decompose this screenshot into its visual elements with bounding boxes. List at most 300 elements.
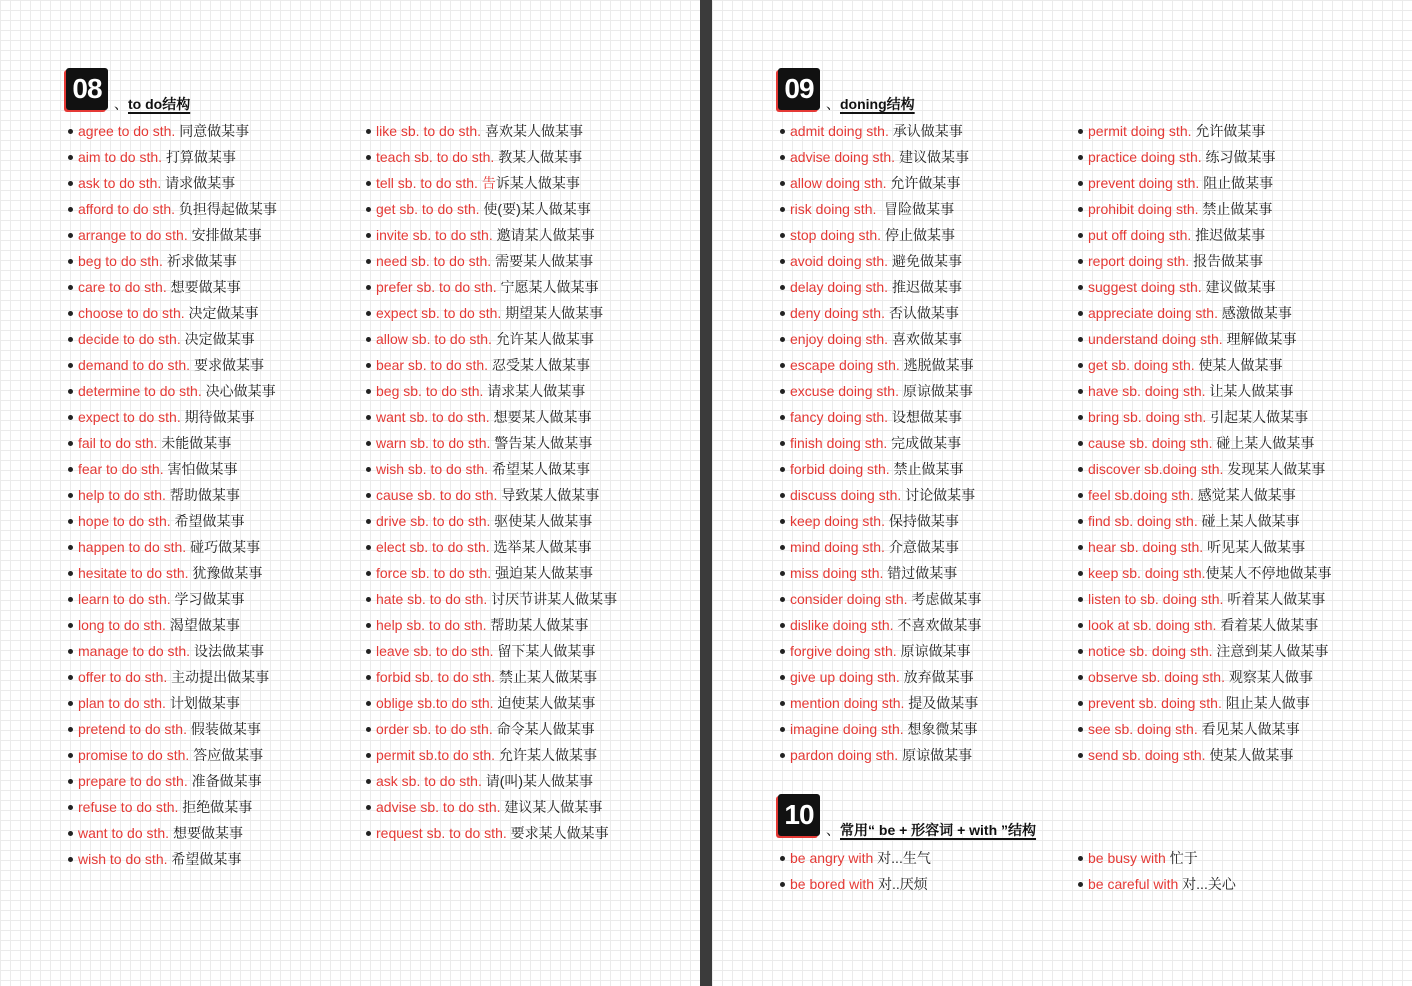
list-item — [778, 742, 981, 768]
bullet-icon — [780, 675, 785, 680]
list-item — [364, 378, 617, 404]
english-phrase: pardon doing sth. — [790, 747, 903, 763]
english-phrase: elect sb. to do sth. — [376, 539, 494, 555]
bullet-icon — [780, 233, 785, 238]
english-phrase: feel sb.doing sth. — [1088, 487, 1198, 503]
bullet-icon — [366, 129, 371, 134]
bullet-icon — [68, 311, 73, 316]
list-item — [66, 768, 277, 794]
bullet-icon — [1078, 155, 1083, 160]
english-phrase: fail to do sth. — [78, 435, 162, 451]
chinese-meaning: 使某人不停地做某事 — [1205, 565, 1332, 581]
bullet-icon — [780, 882, 785, 887]
chinese-meaning: 帮助做某事 — [169, 487, 240, 503]
english-phrase: notice sb. doing sth. — [1088, 643, 1217, 659]
bullet-icon — [366, 155, 371, 160]
english-phrase: deny doing sth. — [790, 305, 889, 321]
english-phrase: like sb. to do sth. — [376, 123, 485, 139]
english-phrase: demand to do sth. — [78, 357, 194, 373]
chinese-meaning: 否认做某事 — [888, 305, 959, 321]
chinese-meaning: 承认做某事 — [892, 123, 963, 139]
english-phrase: dislike doing sth. — [790, 617, 898, 633]
english-phrase: bring sb. doing sth. — [1088, 409, 1211, 425]
bullet-icon — [1078, 882, 1083, 887]
english-phrase: listen to sb. doing sth. — [1088, 591, 1228, 607]
bullet-icon — [780, 129, 785, 134]
english-phrase: happen to do sth. — [78, 539, 191, 555]
english-phrase: discuss doing sth. — [790, 487, 906, 503]
chinese-meaning: 期待做某事 — [184, 409, 255, 425]
bullet-icon — [366, 545, 371, 550]
chinese-meaning: 犹豫做某事 — [192, 565, 263, 581]
list-item — [364, 586, 617, 612]
list-item — [364, 664, 617, 690]
list-item — [1076, 845, 1236, 871]
chinese-meaning: 错过做某事 — [887, 565, 958, 581]
list-item — [364, 300, 617, 326]
list-item — [778, 404, 981, 430]
bullet-icon — [68, 129, 73, 134]
chinese-meaning: 想要做某事 — [170, 279, 241, 295]
english-phrase: send sb. doing sth. — [1088, 747, 1210, 763]
list-item — [66, 612, 277, 638]
list-item — [778, 612, 981, 638]
chinese-meaning: 使某人做某事 — [1198, 357, 1283, 373]
chinese-meaning: 避免做某事 — [891, 253, 962, 269]
chinese-meaning: 看见某人做某事 — [1201, 721, 1300, 737]
bullet-icon — [1078, 675, 1083, 680]
chinese-meaning: 看着某人做某事 — [1220, 617, 1319, 633]
chinese-meaning: 帮助某人做某事 — [490, 617, 589, 633]
list-item — [778, 508, 981, 534]
chinese-meaning: 碰上某人做某事 — [1201, 513, 1300, 529]
phrase-list-column-2 — [1076, 845, 1236, 897]
english-phrase: want sb. to do sth. — [376, 409, 494, 425]
list-item — [364, 274, 617, 300]
list-item — [1076, 352, 1332, 378]
list-item — [66, 560, 277, 586]
english-phrase: enjoy doing sth. — [790, 331, 892, 347]
chinese-meaning: 答应做某事 — [193, 747, 264, 763]
bullet-icon — [780, 285, 785, 290]
bullet-icon — [1078, 337, 1083, 342]
chinese-meaning: 允许某人做某事 — [495, 331, 594, 347]
bullet-icon — [366, 415, 371, 420]
chinese-meaning: 禁止某人做某事 — [498, 669, 597, 685]
bullet-icon — [780, 311, 785, 316]
english-phrase: find sb. doing sth. — [1088, 513, 1202, 529]
list-item — [1076, 378, 1332, 404]
english-phrase: beg sb. to do sth. — [376, 383, 488, 399]
bullet-icon — [780, 623, 785, 628]
bullet-icon — [68, 389, 73, 394]
list-item — [66, 144, 277, 170]
list-item — [364, 534, 617, 560]
phrase-list-column-1 — [778, 118, 981, 768]
bullet-icon — [68, 155, 73, 160]
english-phrase: imagine doing sth. — [790, 721, 908, 737]
bullet-icon — [1078, 545, 1083, 550]
bullet-icon — [366, 285, 371, 290]
chinese-meaning: 导致某人做某事 — [501, 487, 600, 503]
bullet-icon — [366, 467, 371, 472]
english-phrase: expect sb. to do sth. — [376, 305, 506, 321]
english-phrase: discover sb.doing sth. — [1088, 461, 1228, 477]
chinese-meaning: 设法做某事 — [193, 643, 264, 659]
heading-separator: 、 — [826, 822, 840, 838]
chinese-meaning: 建议做某事 — [898, 149, 969, 165]
bullet-icon — [68, 207, 73, 212]
chinese-meaning: 祈求做某事 — [166, 253, 237, 269]
list-item — [364, 456, 617, 482]
list-item — [778, 664, 981, 690]
chinese-meaning: 原谅做某事 — [902, 383, 973, 399]
list-item — [66, 248, 277, 274]
heading-separator: 、 — [826, 96, 840, 112]
english-phrase: escape doing sth. — [790, 357, 904, 373]
english-phrase: prepare to do sth. — [78, 773, 192, 789]
section-number-badge: 09 — [778, 68, 820, 110]
bullet-icon — [1078, 207, 1083, 212]
list-item — [66, 456, 277, 482]
list-item — [66, 638, 277, 664]
english-phrase: decide to do sth. — [78, 331, 185, 347]
heading-title: doning结构 — [840, 96, 915, 112]
list-item — [778, 586, 981, 612]
english-phrase: want to do sth. — [78, 825, 173, 841]
bullet-icon — [68, 597, 73, 602]
english-phrase: invite sb. to do sth. — [376, 227, 497, 243]
bullet-icon — [366, 597, 371, 602]
list-item — [66, 170, 277, 196]
english-phrase: plan to do sth. — [78, 695, 170, 711]
bullet-icon — [780, 545, 785, 550]
bullet-icon — [68, 805, 73, 810]
chinese-meaning: 主动提出做某事 — [171, 669, 270, 685]
chinese-meaning: 决心做某事 — [205, 383, 276, 399]
bullet-icon — [366, 233, 371, 238]
english-phrase: leave sb. to do sth. — [376, 643, 498, 659]
english-phrase: forbid sb. to do sth. — [376, 669, 499, 685]
bullet-icon — [68, 701, 73, 706]
list-item — [364, 690, 617, 716]
bullet-icon — [68, 727, 73, 732]
english-phrase: offer to do sth. — [78, 669, 172, 685]
bullet-icon — [68, 623, 73, 628]
bullet-icon — [366, 779, 371, 784]
chinese-meaning: 希望做某事 — [174, 513, 245, 529]
chinese-meaning: 假装做某事 — [190, 721, 261, 737]
list-item — [66, 196, 277, 222]
list-item — [778, 716, 981, 742]
english-phrase: choose to do sth. — [78, 305, 189, 321]
bullet-icon — [780, 856, 785, 861]
english-phrase: afford to do sth. — [78, 201, 179, 217]
chinese-meaning: 使(要)某人做某事 — [483, 201, 591, 217]
english-phrase: risk doing sth. — [790, 201, 885, 217]
bullet-icon — [1078, 233, 1083, 238]
chinese-meaning: 需要某人做某事 — [495, 253, 594, 269]
list-item — [1076, 508, 1332, 534]
bullet-icon — [1078, 597, 1083, 602]
section-number-badge: 10 — [778, 794, 820, 836]
english-phrase: request sb. to do sth. — [376, 825, 511, 841]
list-item — [364, 794, 617, 820]
bullet-icon — [780, 181, 785, 186]
english-phrase: have sb. doing sth. — [1088, 383, 1210, 399]
bullet-icon — [366, 311, 371, 316]
list-item — [778, 352, 981, 378]
chinese-meaning: 打算做某事 — [165, 149, 236, 165]
english-phrase: warn sb. to do sth. — [376, 435, 495, 451]
bullet-icon — [1078, 701, 1083, 706]
bullet-icon — [68, 181, 73, 186]
list-item — [66, 352, 277, 378]
chinese-meaning: 希望做某事 — [171, 851, 242, 867]
list-item — [778, 222, 981, 248]
list-item — [66, 274, 277, 300]
bullet-icon — [1078, 389, 1083, 394]
bullet-icon — [1078, 467, 1083, 472]
chinese-meaning: 希望某人做某事 — [491, 461, 590, 477]
bullet-icon — [1078, 285, 1083, 290]
bullet-icon — [1078, 259, 1083, 264]
english-phrase: excuse doing sth. — [790, 383, 903, 399]
chinese-meaning: 讨论做某事 — [905, 487, 976, 503]
list-item — [1076, 326, 1332, 352]
chinese-meaning: 计划做某事 — [169, 695, 240, 711]
section-heading — [114, 95, 190, 113]
list-item — [364, 222, 617, 248]
english-phrase: prohibit doing sth. — [1088, 201, 1203, 217]
chinese-meaning: 渴望做某事 — [169, 617, 240, 633]
bullet-icon — [68, 467, 73, 472]
bullet-icon — [366, 207, 371, 212]
heading-title: 常用“ be + 形容词 + with ”结构 — [840, 822, 1037, 838]
chinese-meaning: 阻止某人做事 — [1225, 695, 1310, 711]
chinese-meaning: 注意到某人做某事 — [1216, 643, 1329, 659]
chinese-meaning: 喜欢某人做某事 — [484, 123, 583, 139]
english-phrase: prefer sb. to do sth. — [376, 279, 501, 295]
bullet-icon — [1078, 856, 1083, 861]
bullet-icon — [366, 389, 371, 394]
english-phrase: fancy doing sth. — [790, 409, 892, 425]
right-page — [712, 0, 1412, 986]
english-phrase: beg to do sth. — [78, 253, 167, 269]
list-item — [364, 196, 617, 222]
chinese-meaning: 想象微某事 — [907, 721, 978, 737]
chinese-meaning: 拒绝做某事 — [182, 799, 253, 815]
english-phrase: mention doing sth. — [790, 695, 909, 711]
list-item — [1076, 274, 1332, 300]
list-item — [66, 404, 277, 430]
english-phrase: fear to do sth. — [78, 461, 168, 477]
chinese-meaning: 不喜欢做某事 — [897, 617, 982, 633]
english-phrase: finish doing sth. — [790, 435, 892, 451]
chinese-meaning: 听着某人做某事 — [1227, 591, 1326, 607]
list-item — [1076, 248, 1332, 274]
english-phrase: advise sb. to do sth. — [376, 799, 505, 815]
section-number-badge: 08 — [66, 68, 108, 110]
bullet-icon — [68, 857, 73, 862]
list-item — [1076, 222, 1332, 248]
english-phrase: tell sb. to do sth. 告 — [376, 175, 496, 191]
english-phrase: look at sb. doing sth. — [1088, 617, 1221, 633]
chinese-meaning: 使某人做某事 — [1209, 747, 1294, 763]
english-phrase: hope to do sth. — [78, 513, 175, 529]
bullet-icon — [780, 571, 785, 576]
english-phrase: keep sb. doing sth. — [1088, 565, 1206, 581]
bullet-icon — [68, 753, 73, 758]
english-phrase: advise doing sth. — [790, 149, 899, 165]
chinese-meaning: 同意做某事 — [179, 123, 250, 139]
list-item — [778, 274, 981, 300]
english-phrase: hate sb. to do sth. — [376, 591, 492, 607]
english-phrase: be bored with — [790, 876, 878, 892]
list-item — [364, 742, 617, 768]
list-item — [66, 118, 277, 144]
bullet-icon — [780, 727, 785, 732]
bullet-icon — [366, 441, 371, 446]
english-phrase: hesitate to do sth. — [78, 565, 193, 581]
list-item — [66, 846, 277, 872]
english-phrase: permit doing sth. — [1088, 123, 1196, 139]
chinese-meaning: 观察某人做事 — [1228, 669, 1313, 685]
list-item — [1076, 664, 1332, 690]
chinese-meaning: 想要做某事 — [172, 825, 243, 841]
list-item — [66, 508, 277, 534]
bullet-icon — [1078, 415, 1083, 420]
bullet-icon — [366, 623, 371, 628]
list-item — [1076, 404, 1332, 430]
bullet-icon — [780, 597, 785, 602]
list-item — [66, 430, 277, 456]
english-phrase: be angry with — [790, 850, 878, 866]
bullet-icon — [68, 285, 73, 290]
bullet-icon — [68, 649, 73, 654]
english-phrase: order sb. to do sth. — [376, 721, 497, 737]
list-item — [778, 196, 981, 222]
phrase-list-column-1 — [66, 118, 277, 872]
bullet-icon — [68, 493, 73, 498]
english-phrase: need sb. to do sth. — [376, 253, 496, 269]
chinese-meaning: 安排做某事 — [191, 227, 262, 243]
english-phrase: bear sb. to do sth. — [376, 357, 492, 373]
bullet-icon — [1078, 649, 1083, 654]
bullet-icon — [780, 207, 785, 212]
chinese-meaning: 报告做某事 — [1193, 253, 1264, 269]
list-item — [1076, 534, 1332, 560]
chinese-meaning: 教某人做某事 — [498, 149, 583, 165]
bullet-icon — [366, 363, 371, 368]
chinese-meaning: 允许做某事 — [890, 175, 961, 191]
list-item — [778, 378, 981, 404]
bullet-icon — [366, 493, 371, 498]
list-item — [364, 404, 617, 430]
chinese-meaning: 禁止做某事 — [1202, 201, 1273, 217]
english-phrase: forbid doing sth. — [790, 461, 894, 477]
english-phrase: long to do sth. — [78, 617, 170, 633]
heading-title: to do结构 — [128, 96, 191, 112]
english-phrase: delay doing sth. — [790, 279, 892, 295]
english-phrase: refuse to do sth. — [78, 799, 183, 815]
english-phrase: manage to do sth. — [78, 643, 194, 659]
chinese-meaning: 建议做某事 — [1205, 279, 1276, 295]
english-phrase: ask sb. to do sth. — [376, 773, 486, 789]
bullet-icon — [1078, 727, 1083, 732]
list-item — [1076, 716, 1332, 742]
chinese-meaning: 忙于 — [1169, 850, 1198, 866]
bullet-icon — [780, 701, 785, 706]
list-item — [364, 768, 617, 794]
english-phrase: prevent sb. doing sth. — [1088, 695, 1226, 711]
chinese-meaning: 对...关心 — [1182, 876, 1236, 892]
chinese-meaning: 感激做某事 — [1221, 305, 1292, 321]
english-phrase: be careful with — [1088, 876, 1183, 892]
list-item — [778, 248, 981, 274]
section-heading — [826, 95, 915, 113]
english-phrase: forgive doing sth. — [790, 643, 901, 659]
chinese-meaning: 强迫某人做某事 — [495, 565, 594, 581]
list-item — [1076, 144, 1332, 170]
list-item — [778, 690, 981, 716]
bullet-icon — [1078, 129, 1083, 134]
bullet-icon — [780, 493, 785, 498]
chinese-meaning: 设想做某事 — [891, 409, 962, 425]
chinese-meaning: 留下某人做某事 — [497, 643, 596, 659]
list-item — [66, 482, 277, 508]
list-item — [364, 430, 617, 456]
list-item — [66, 742, 277, 768]
chinese-meaning: 阻止做某事 — [1203, 175, 1274, 191]
list-item — [778, 170, 981, 196]
list-item — [364, 716, 617, 742]
chinese-meaning: 逃脱做某事 — [903, 357, 974, 373]
list-item — [364, 612, 617, 638]
english-phrase: allow doing sth. — [790, 175, 891, 191]
chinese-meaning: 引起某人做某事 — [1210, 409, 1309, 425]
phrase-list-column-2 — [364, 118, 617, 846]
english-phrase: practice doing sth. — [1088, 149, 1206, 165]
left-page — [0, 0, 700, 986]
chinese-meaning: 碰巧做某事 — [190, 539, 261, 555]
list-item — [364, 820, 617, 846]
chinese-meaning: 期望某人做某事 — [505, 305, 604, 321]
chinese-meaning: 讨厌节讲某人做某事 — [491, 591, 618, 607]
bullet-icon — [68, 571, 73, 576]
chinese-meaning: 学习做某事 — [174, 591, 245, 607]
list-item — [364, 248, 617, 274]
chinese-meaning: 决定做某事 — [184, 331, 255, 347]
bullet-icon — [366, 571, 371, 576]
chinese-meaning: 提及做某事 — [908, 695, 979, 711]
chinese-meaning: 放弃做某事 — [903, 669, 974, 685]
chinese-meaning: 对...生气 — [877, 850, 931, 866]
list-item — [1076, 430, 1332, 456]
chinese-meaning: 警告某人做某事 — [494, 435, 593, 451]
english-phrase: arrange to do sth. — [78, 227, 192, 243]
bullet-icon — [68, 831, 73, 836]
list-item — [1076, 586, 1332, 612]
list-item — [66, 664, 277, 690]
bullet-icon — [366, 675, 371, 680]
list-item — [1076, 690, 1332, 716]
bullet-icon — [780, 441, 785, 446]
english-phrase: wish sb. to do sth. — [376, 461, 492, 477]
chinese-meaning: 未能做某事 — [161, 435, 232, 451]
chinese-meaning: 请求做某事 — [165, 175, 236, 191]
english-phrase: promise to do sth. — [78, 747, 194, 763]
